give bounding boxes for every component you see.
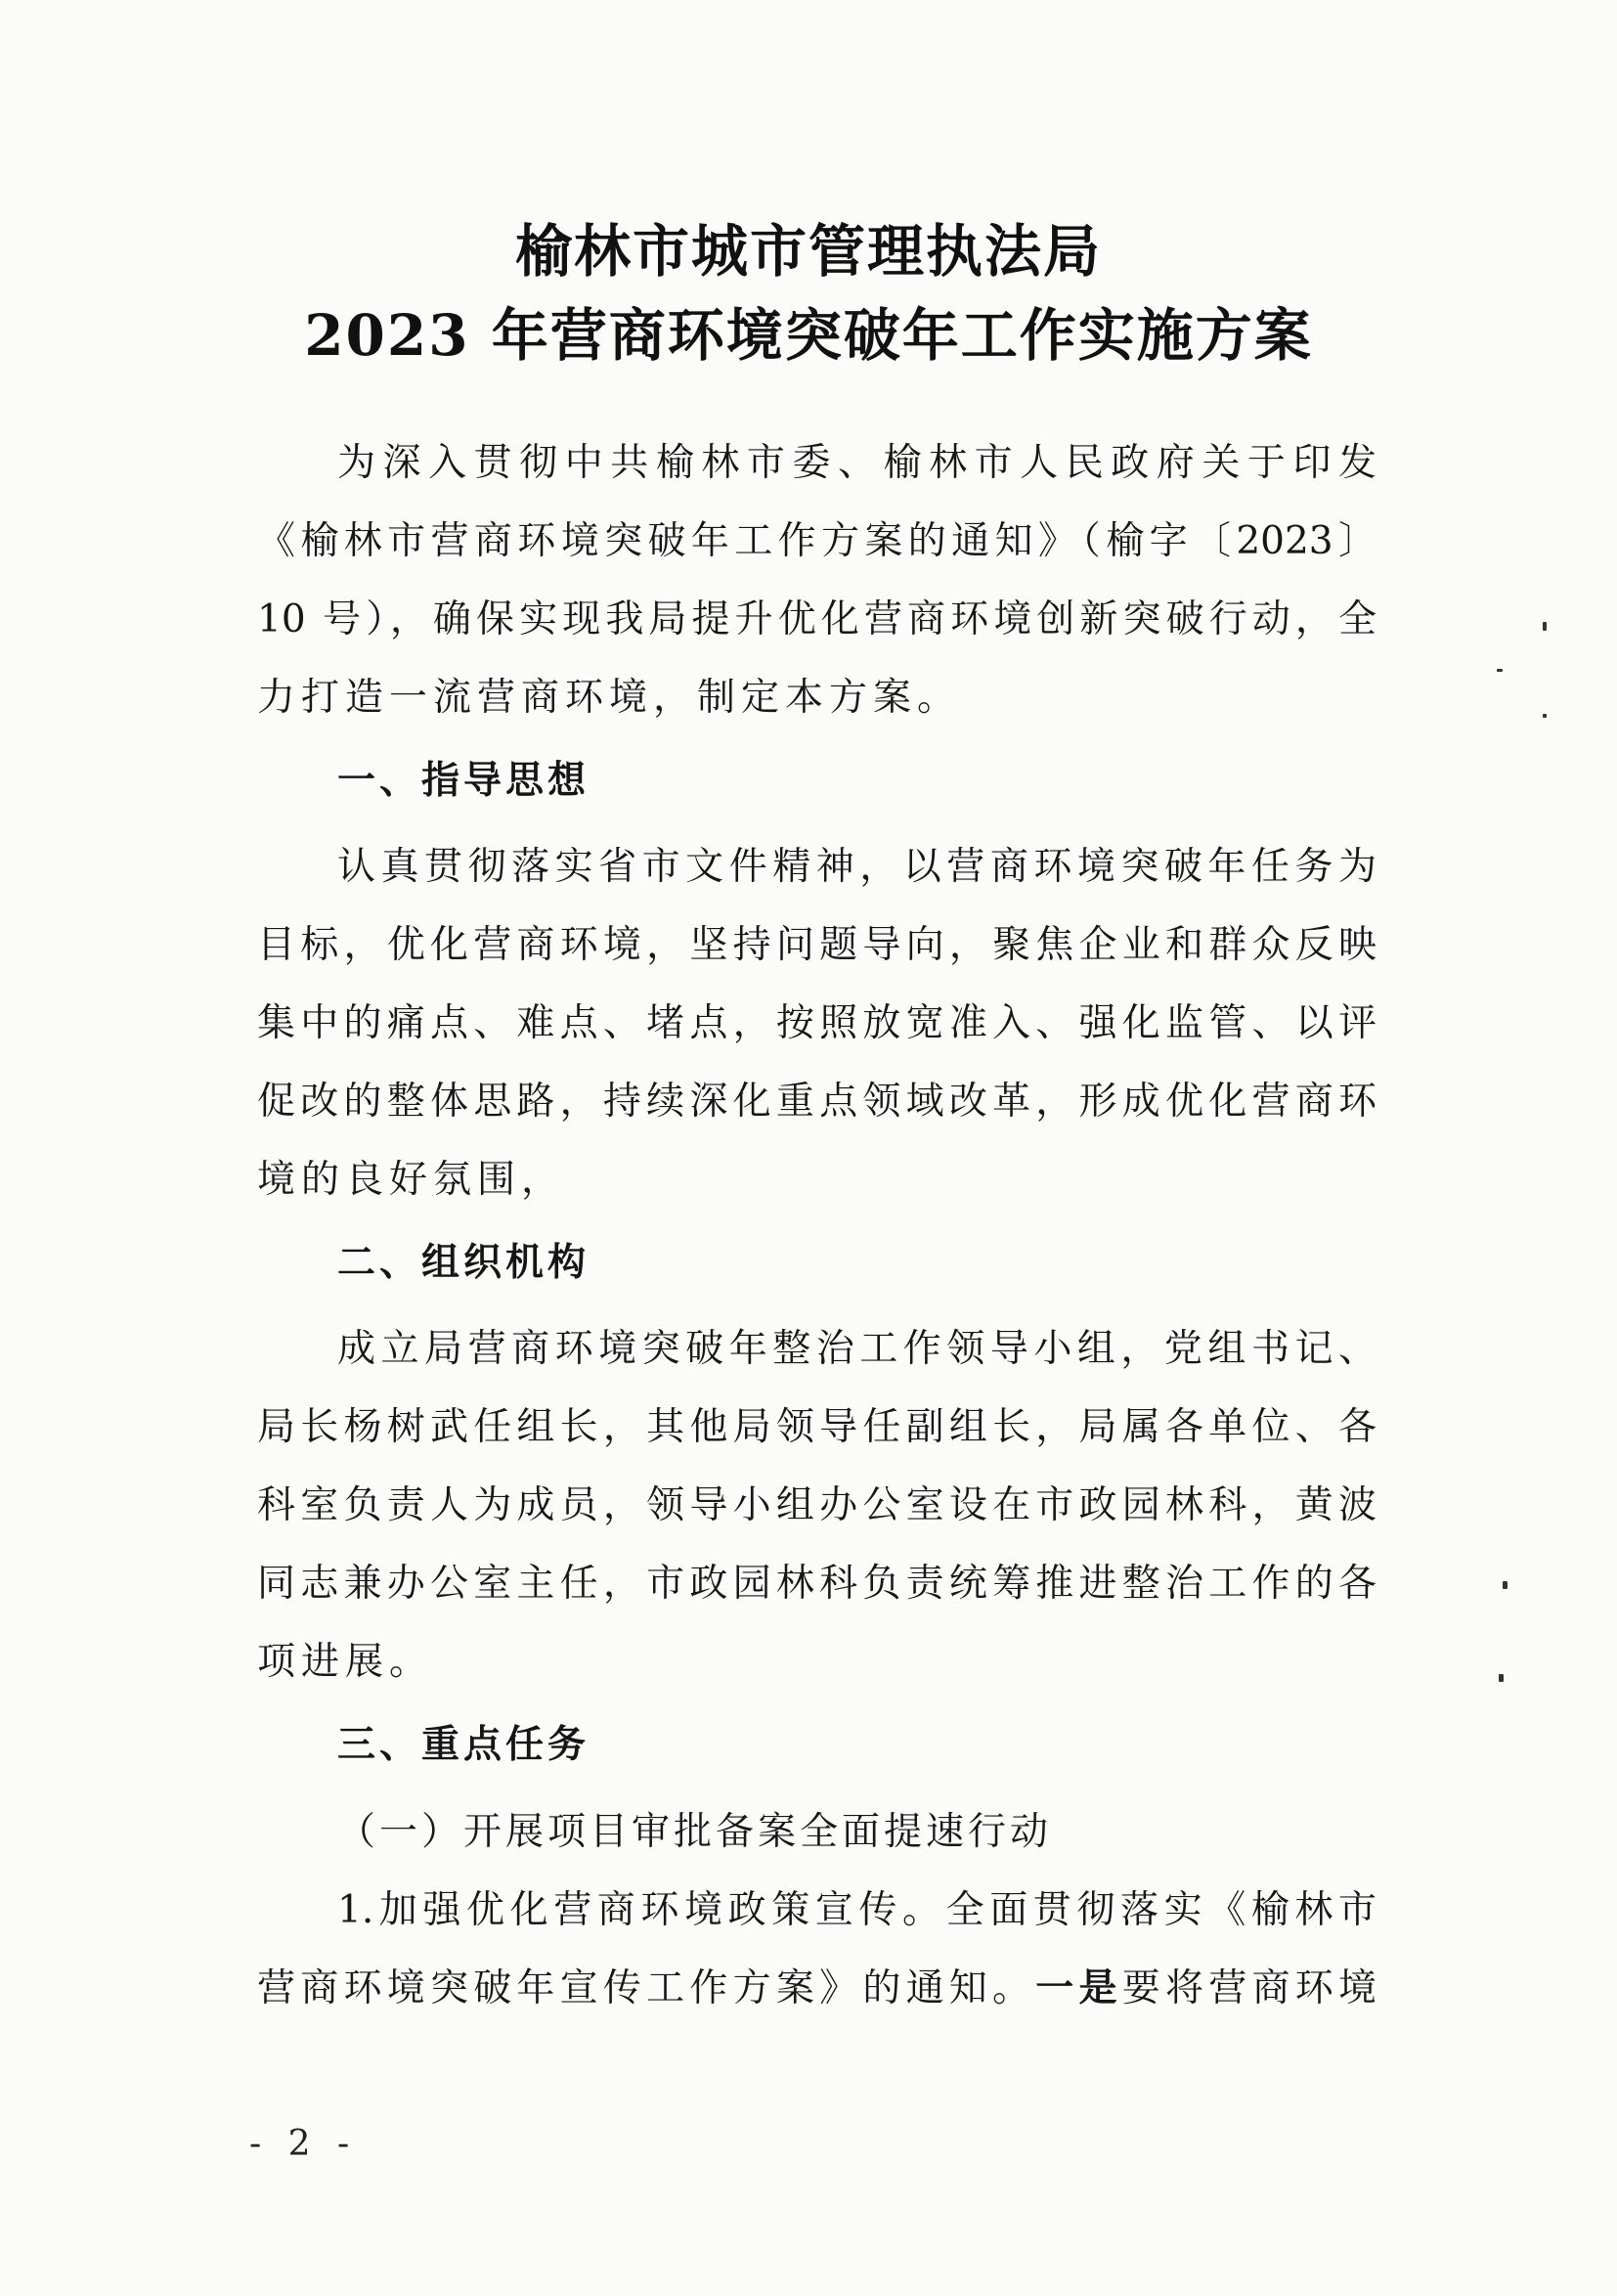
intro-line-1: 为深入贯彻中共榆林市委、榆林市人民政府关于印发	[337, 441, 1377, 485]
scan-speck	[1543, 622, 1547, 631]
item1-line-2-text-a: 营商环境突破年宣传工作方案》的通知。	[257, 1966, 1036, 2010]
section1-line-3: 集中的痛点、难点、堵点，按照放宽准入、强化监管、以评	[257, 1001, 1377, 1045]
item1-line-2-text-b: 要将营商环境	[1121, 1966, 1377, 2010]
item1-line-2-bold: 一是	[1035, 1966, 1122, 2010]
item1-line-1: 1.加强优化营商环境政策宣传。全面贯彻落实《榆林市	[337, 1888, 1377, 1932]
intro-line-4: 力打造一流营商环境，制定本方案。	[257, 676, 962, 720]
page-number: - 2 -	[249, 2124, 358, 2164]
document-title-line-2: 2023 年营商环境突破年工作实施方案	[304, 302, 1313, 369]
section1-line-5: 境的良好氛围，	[257, 1158, 566, 1202]
scan-speck	[1543, 714, 1547, 718]
intro-line-3: 10 号），确保实现我局提升优化营商环境创新突破行动，全	[257, 597, 1377, 641]
section-heading-organization: 二、组织机构	[337, 1241, 590, 1285]
section1-line-2: 目标，优化营商环境，坚持问题导向，聚焦企业和群众反映	[257, 923, 1377, 967]
subsection-heading-1: （一）开展项目审批备案全面提速行动	[337, 1810, 1053, 1854]
section-heading-guiding-ideology: 一、指导思想	[337, 759, 590, 803]
section2-line-2: 局长杨树武任组长，其他局领导任副组长，局属各单位、各	[257, 1405, 1377, 1449]
section2-line-3: 科室负责人为成员，领导小组办公室设在市政园林科，黄波	[257, 1483, 1377, 1527]
section2-line-4: 同志兼办公室主任，市政园林科负责统筹推进整治工作的各	[257, 1562, 1377, 1606]
intro-line-2: 《榆林市营商环境突破年工作方案的通知》（榆字〔2023〕	[257, 519, 1377, 563]
section1-line-1: 认真贯彻落实省市文件精神，以营商环境突破年任务为	[337, 845, 1377, 889]
document-title-line-1: 榆林市城市管理执法局	[514, 218, 1102, 285]
section2-line-1: 成立局营商环境突破年整治工作领导小组，党组书记、	[337, 1327, 1377, 1371]
section-heading-key-tasks: 三、重点任务	[337, 1723, 590, 1767]
scan-speck	[1497, 669, 1503, 672]
item1-line-2	[257, 1958, 1377, 2012]
scan-speck	[1499, 1674, 1504, 1682]
section2-line-5: 项进展。	[257, 1640, 434, 1684]
section1-line-4: 促改的整体思路，持续深化重点领域改革，形成优化营商环	[257, 1080, 1377, 1124]
scan-speck	[1503, 1581, 1508, 1589]
